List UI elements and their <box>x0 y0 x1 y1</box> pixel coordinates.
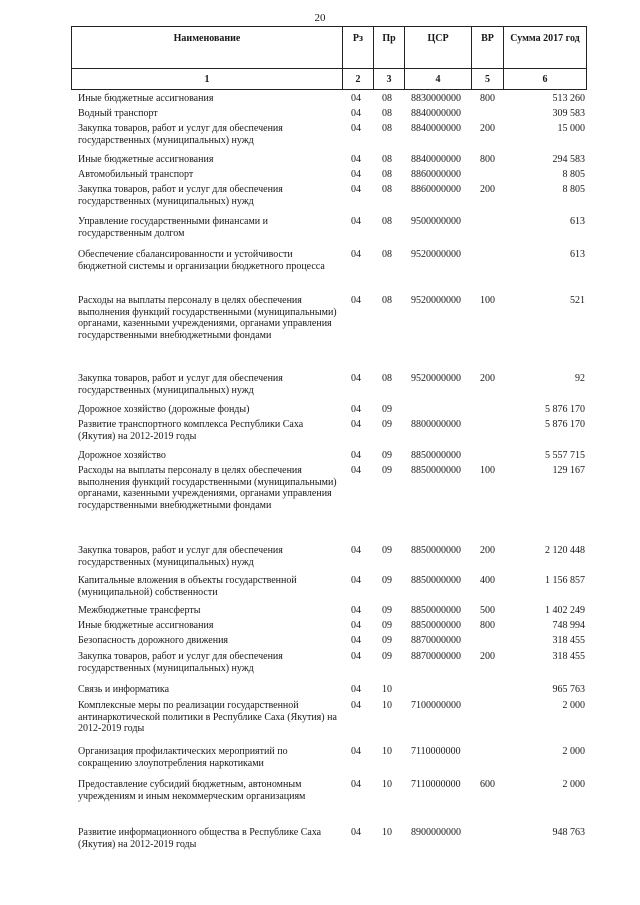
cell-pr: 09 <box>382 635 392 646</box>
cell-name: Управление государственными финансами и государственным долгом <box>78 216 268 239</box>
cell-name: Дорожное хозяйство (дорожные фонды) <box>78 404 250 415</box>
cell-name: Закупка товаров, работ и услуг для обеспечения государственных (муниципальных) нужд <box>78 184 283 207</box>
cell-sum: 613 <box>570 216 585 227</box>
cell-rz: 04 <box>351 93 361 104</box>
cell-name: Развитие информационного общества в Республике Саха (Якутия) на 2012-2019 годы <box>78 827 322 850</box>
cell-rz: 04 <box>351 651 361 662</box>
cell-name: Автомобильный транспорт <box>78 169 194 180</box>
header-rz-label: Рз <box>352 33 364 44</box>
header-divider <box>405 68 471 69</box>
cell-csr: 9520000000 <box>411 249 461 260</box>
cell-pr: 08 <box>382 93 392 104</box>
cell-vr: 200 <box>480 651 495 662</box>
cell-csr: 8850000000 <box>411 545 461 556</box>
cell-sum: 5 557 715 <box>545 450 585 461</box>
header-divider <box>374 68 404 69</box>
header-vr-label: ВР <box>481 33 494 44</box>
cell-rz: 04 <box>351 605 361 616</box>
cell-sum: 129 167 <box>552 465 585 476</box>
cell-csr: 8900000000 <box>411 827 461 838</box>
cell-sum: 294 583 <box>552 154 585 165</box>
header-sum-label: Сумма 2017 год <box>510 33 580 44</box>
cell-pr: 08 <box>382 184 392 195</box>
cell-rz: 04 <box>351 169 361 180</box>
cell-pr: 08 <box>382 169 392 180</box>
cell-csr: 8830000000 <box>411 93 461 104</box>
cell-sum: 5 876 170 <box>545 419 585 430</box>
cell-rz: 04 <box>351 700 361 711</box>
cell-pr: 09 <box>382 620 392 631</box>
cell-vr: 800 <box>480 620 495 631</box>
cell-sum: 8 805 <box>562 169 585 180</box>
cell-pr: 08 <box>382 295 392 306</box>
cell-rz: 04 <box>351 419 361 430</box>
cell-vr: 400 <box>480 575 495 586</box>
cell-pr: 09 <box>382 450 392 461</box>
cell-csr: 8850000000 <box>411 450 461 461</box>
cell-rz: 04 <box>351 249 361 260</box>
cell-csr: 8850000000 <box>411 605 461 616</box>
cell-pr: 08 <box>382 154 392 165</box>
cell-name: Дорожное хозяйство <box>78 450 166 461</box>
cell-name: Иные бюджетные ассигнования <box>78 93 214 104</box>
cell-vr: 800 <box>480 93 495 104</box>
cell-sum: 5 876 170 <box>545 404 585 415</box>
cell-vr: 200 <box>480 373 495 384</box>
cell-csr: 9500000000 <box>411 216 461 227</box>
cell-vr: 600 <box>480 779 495 790</box>
cell-rz: 04 <box>351 154 361 165</box>
cell-name: Капитальные вложения в объекты государственной (муниципальной) собственности <box>78 575 297 598</box>
cell-sum: 521 <box>570 295 585 306</box>
header-num-3: 3 <box>386 74 392 85</box>
cell-csr: 8840000000 <box>411 108 461 119</box>
cell-csr: 9520000000 <box>411 373 461 384</box>
cell-sum: 2 000 <box>562 779 585 790</box>
cell-rz: 04 <box>351 404 361 415</box>
cell-name: Закупка товаров, работ и услуг для обеспечения государственных (муниципальных) нужд <box>78 373 283 396</box>
cell-rz: 04 <box>351 184 361 195</box>
cell-csr: 8860000000 <box>411 169 461 180</box>
cell-vr: 200 <box>480 184 495 195</box>
cell-pr: 09 <box>382 605 392 616</box>
cell-rz: 04 <box>351 373 361 384</box>
cell-pr: 08 <box>382 216 392 227</box>
cell-pr: 08 <box>382 123 392 134</box>
cell-name: Организация профилактических мероприятий по сокращению злоупотребления наркотиками <box>78 746 288 769</box>
header-col-csr <box>405 27 472 89</box>
cell-rz: 04 <box>351 779 361 790</box>
cell-csr: 8870000000 <box>411 651 461 662</box>
cell-rz: 04 <box>351 295 361 306</box>
cell-name: Закупка товаров, работ и услуг для обеспечения государственных (муниципальных) нужд <box>78 123 283 146</box>
table-header <box>71 26 587 90</box>
cell-csr: 8850000000 <box>411 575 461 586</box>
cell-sum: 748 994 <box>552 620 585 631</box>
header-num-5: 5 <box>485 74 490 85</box>
cell-pr: 08 <box>382 249 392 260</box>
cell-name: Предоставление субсидий бюджетным, автономным учреждениям и иным некоммерческим организациям <box>78 779 306 802</box>
cell-sum: 318 455 <box>552 651 585 662</box>
cell-csr: 8870000000 <box>411 635 461 646</box>
cell-sum: 513 260 <box>552 93 585 104</box>
header-col-rz <box>343 27 374 89</box>
cell-pr: 10 <box>382 684 392 695</box>
header-csr-label: ЦСР <box>427 33 449 44</box>
cell-pr: 08 <box>382 373 392 384</box>
header-divider <box>343 68 373 69</box>
cell-pr: 09 <box>382 465 392 476</box>
cell-rz: 04 <box>351 746 361 757</box>
header-col-sum <box>504 27 586 89</box>
cell-csr: 8860000000 <box>411 184 461 195</box>
header-num-1: 1 <box>204 74 210 85</box>
cell-rz: 04 <box>351 108 361 119</box>
cell-rz: 04 <box>351 545 361 556</box>
cell-vr: 500 <box>480 605 495 616</box>
cell-name: Расходы на выплаты персоналу в целях обеспечения выполнения функций государственными (муниципальными) органами, казенными учреждениями, органами управления государственными внебюджетными фондами <box>78 295 337 341</box>
cell-sum: 1 402 249 <box>545 605 585 616</box>
cell-csr: 7110000000 <box>411 779 461 790</box>
cell-name: Закупка товаров, работ и услуг для обеспечения государственных (муниципальных) нужд <box>78 651 283 674</box>
header-divider <box>504 68 586 69</box>
cell-csr: 7110000000 <box>411 746 461 757</box>
cell-vr: 200 <box>480 545 495 556</box>
cell-sum: 318 455 <box>552 635 585 646</box>
cell-name: Иные бюджетные ассигнования <box>78 620 214 631</box>
page-number: 20 <box>314 12 326 24</box>
cell-sum: 15 000 <box>557 123 585 134</box>
cell-name: Водный транспорт <box>78 108 158 119</box>
header-name-label: Наименование <box>173 33 241 44</box>
cell-csr: 8850000000 <box>411 465 461 476</box>
cell-csr: 8850000000 <box>411 620 461 631</box>
cell-vr: 200 <box>480 123 495 134</box>
header-num-6: 6 <box>542 74 548 85</box>
cell-name: Комплексные меры по реализации государственной антинаркотической политики в Республике Саха (Якутия) на 2012-2019 годы <box>78 700 337 735</box>
cell-name: Расходы на выплаты персоналу в целях обеспечения выполнения функций государственными (муниципальными) органами, казенными учреждениями, органами управления государственными внебюджетными фондами <box>78 465 337 511</box>
cell-pr: 08 <box>382 108 392 119</box>
cell-pr: 09 <box>382 419 392 430</box>
cell-csr: 9520000000 <box>411 295 461 306</box>
cell-rz: 04 <box>351 216 361 227</box>
header-num-2: 2 <box>355 74 361 85</box>
cell-pr: 09 <box>382 575 392 586</box>
cell-name: Обеспечение сбалансированности и устойчивости бюджетной системы и организации бюджетного процесса <box>78 249 325 272</box>
cell-sum: 613 <box>570 249 585 260</box>
cell-sum: 1 156 857 <box>545 575 585 586</box>
cell-rz: 04 <box>351 123 361 134</box>
cell-csr: 8840000000 <box>411 154 461 165</box>
cell-name: Безопасность дорожного движения <box>78 635 229 646</box>
cell-rz: 04 <box>351 635 361 646</box>
cell-sum: 2 120 448 <box>545 545 585 556</box>
cell-pr: 10 <box>382 827 392 838</box>
cell-pr: 09 <box>382 545 392 556</box>
cell-name: Связь и информатика <box>78 684 170 695</box>
cell-sum: 309 583 <box>552 108 585 119</box>
cell-sum: 2 000 <box>562 746 585 757</box>
cell-vr: 800 <box>480 154 495 165</box>
cell-csr: 7100000000 <box>411 700 461 711</box>
cell-pr: 10 <box>382 746 392 757</box>
header-divider <box>72 68 342 69</box>
cell-rz: 04 <box>351 684 361 695</box>
header-col-vr <box>472 27 504 89</box>
header-col-name <box>72 27 343 89</box>
cell-rz: 04 <box>351 827 361 838</box>
cell-sum: 2 000 <box>562 700 585 711</box>
cell-pr: 09 <box>382 651 392 662</box>
cell-pr: 09 <box>382 404 392 415</box>
cell-sum: 92 <box>575 373 585 384</box>
cell-name: Развитие транспортного комплекса Республики Саха (Якутия) на 2012-2019 годы <box>78 419 304 442</box>
header-col-pr <box>374 27 405 89</box>
cell-name: Закупка товаров, работ и услуг для обеспечения государственных (муниципальных) нужд <box>78 545 283 568</box>
cell-sum: 8 805 <box>562 184 585 195</box>
cell-rz: 04 <box>351 620 361 631</box>
cell-name: Иные бюджетные ассигнования <box>78 154 214 165</box>
cell-csr: 8840000000 <box>411 123 461 134</box>
cell-sum: 948 763 <box>552 827 585 838</box>
cell-sum: 965 763 <box>552 684 585 695</box>
header-pr-label: Пр <box>382 33 396 44</box>
cell-rz: 04 <box>351 575 361 586</box>
cell-vr: 100 <box>480 465 495 476</box>
cell-pr: 10 <box>382 700 392 711</box>
header-divider <box>472 68 503 69</box>
cell-name: Межбюджетные трансферты <box>78 605 201 616</box>
cell-pr: 10 <box>382 779 392 790</box>
header-num-4: 4 <box>435 74 441 85</box>
cell-rz: 04 <box>351 465 361 476</box>
cell-vr: 100 <box>480 295 495 306</box>
cell-csr: 8800000000 <box>411 419 461 430</box>
cell-rz: 04 <box>351 450 361 461</box>
